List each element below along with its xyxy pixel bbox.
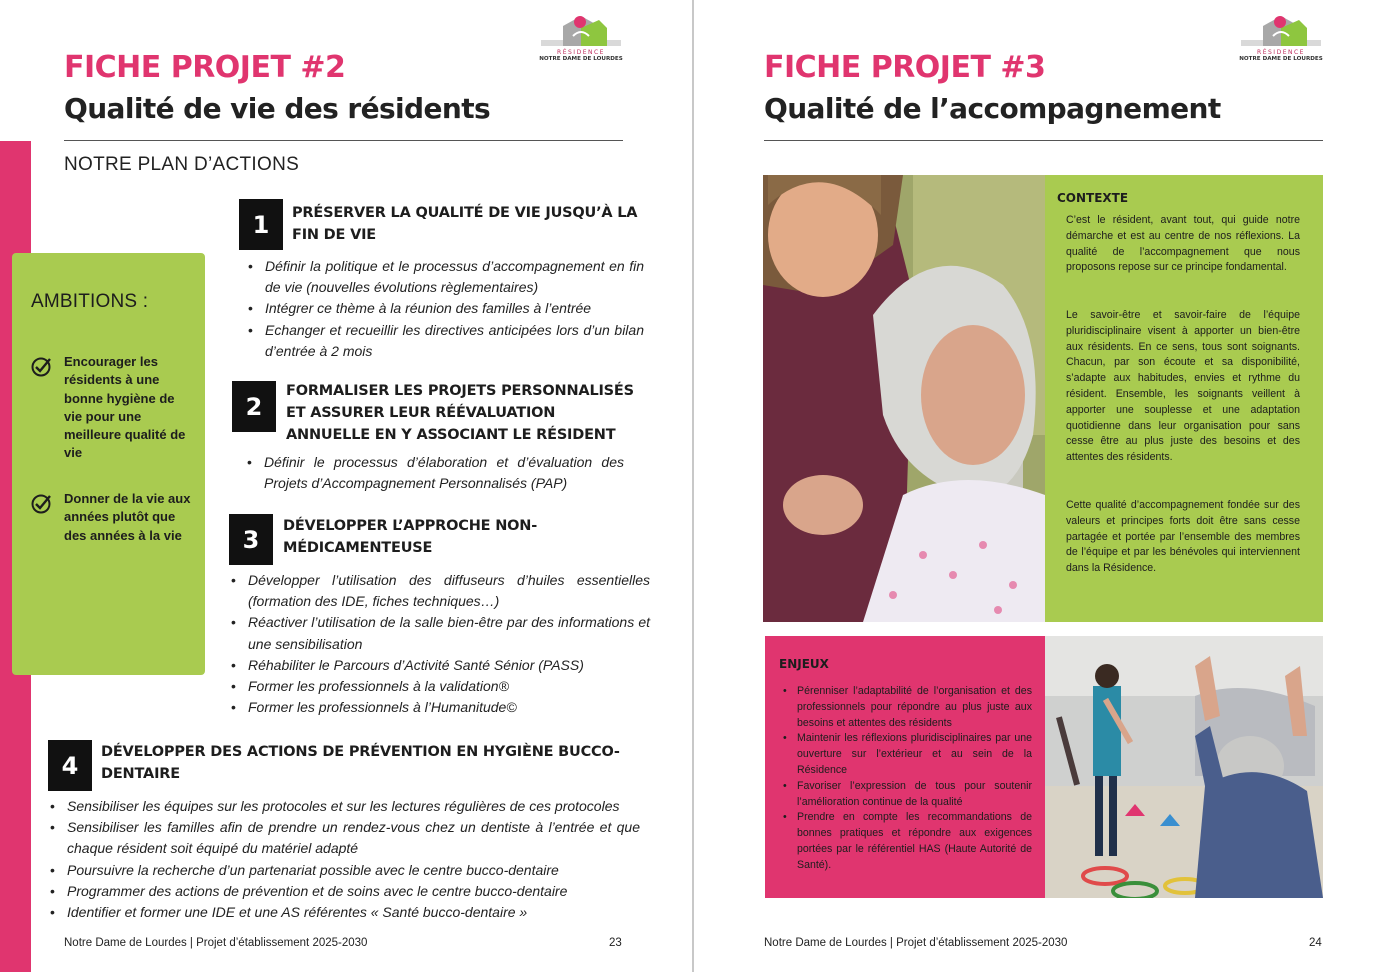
logo-residence-text: RÉSIDENCE xyxy=(557,49,605,56)
enjeux-item: • Maintenir les réflexions pluridisciplinaires par une ouverture sur l’extérieur et au sein de la Résidence xyxy=(779,731,1032,778)
action-number-box: 1 xyxy=(239,199,283,250)
action-bullet: • Poursuivre la recherche d’un partenariat possible avec le centre bucco-dentaire xyxy=(48,860,640,881)
logo-tree-icon xyxy=(1235,14,1327,50)
page-subtitle: Qualité de vie des résidents xyxy=(64,92,491,125)
logo-name-text: NOTRE DAME DE LOURDES xyxy=(539,56,623,62)
enjeux-list xyxy=(779,684,1032,874)
page-subtitle: Qualité de l’accompagnement xyxy=(764,92,1221,125)
enjeux-box xyxy=(765,636,1045,898)
enjeux-item: • Pérenniser l’adaptabilité de l’organisation et des professionnels pour répondre au plus juste aux besoins et attentes des résidents xyxy=(779,684,1032,731)
enjeux-item: • Prendre en compte les recommandations de bonnes pratiques et répondre aux exigences portées par le référentiel HAS (Haute Autorité de Santé). xyxy=(779,810,1032,873)
action-bullet: • Réhabiliter le Parcours d’Activité Santé Sénior (PASS) xyxy=(229,655,650,676)
action-bullet: • Sensibiliser les équipes sur les protocoles et sur les lectures régulières de ces protocoles xyxy=(48,796,640,817)
activity-class-photo xyxy=(1045,636,1323,898)
action-bullet: • Former les professionnels à la validation® xyxy=(229,676,650,697)
enjeux-item: • Favoriser l’expression de tous pour soutenir l’amélioration continue de la qualité xyxy=(779,779,1032,811)
enjeux-title: ENJEUX xyxy=(779,657,829,671)
page-23 xyxy=(0,0,692,972)
caregiver-resident-photo xyxy=(763,175,1045,622)
check-circle-icon xyxy=(30,493,52,515)
action-bullet: • Echanger et recueillir les directives anticipées lors d’un bilan d’entrée à 2 mois xyxy=(246,320,644,362)
action-bullet: • Définir la politique et le processus d’accompagnement en fin de vie (nouvelles évolutions règlementaires) xyxy=(246,256,644,298)
action-number-box: 3 xyxy=(229,514,273,565)
contexte-paragraph: Cette qualité d’accompagnement fondée sur des valeurs et principes forts doit être sans cesse partagée et portée par l’ensemble des membres de l’équipe et par les bénévoles qui interviennent dans la Résidence. xyxy=(1066,499,1300,575)
residence-logo xyxy=(535,14,627,64)
page-number: 24 xyxy=(1309,937,1322,949)
action-bullet: • Sensibiliser les familles afin de prendre un rendez-vous chez un dentiste à l’entrée et que chaque résident soit équipé du matériel adapté xyxy=(48,817,640,859)
fiche-title: FICHE PROJET #2 xyxy=(64,50,346,85)
action-title: DÉVELOPPER DES ACTIONS DE PRÉVENTION EN HYGIÈNE BUCCO-DENTAIRE xyxy=(101,744,620,782)
contexte-title: CONTEXTE xyxy=(1057,191,1129,205)
logo-residence-text: RÉSIDENCE xyxy=(1257,49,1305,56)
action-bullet: • Réactiver l’utilisation de la salle bien-être par des informations et une sensibilisation xyxy=(229,612,650,654)
ambitions-box xyxy=(12,253,205,675)
action-bullet-list xyxy=(246,256,644,362)
action-bullet: • Programmer des actions de prévention et de soins avec le centre bucco-dentaire xyxy=(48,881,640,902)
page-number: 23 xyxy=(609,937,622,949)
contexte-paragraph: C’est le résident, avant tout, qui guide notre démarche et est au centre de nos réflexions. La qualité de l’accompagnement que nous proposons repose sur ce principe fondamental. xyxy=(1066,214,1300,274)
fiche-title: FICHE PROJET #3 xyxy=(764,50,1046,85)
action-bullet-list xyxy=(48,796,640,923)
action-title: DÉVELOPPER L’APPROCHE NON-MÉDICAMENTEUSE xyxy=(283,518,538,556)
action-number-box: 2 xyxy=(232,381,276,432)
page-footer: Notre Dame de Lourdes | Projet d’établissement 2025-2030 xyxy=(64,937,368,949)
action-bullet: • Intégrer ce thème à la réunion des familles à l’entrée xyxy=(246,298,644,319)
title-divider xyxy=(64,140,623,141)
action-number-box: 4 xyxy=(48,740,92,791)
logo-name-text: NOTRE DAME DE LOURDES xyxy=(1239,56,1323,62)
title-divider xyxy=(764,140,1323,141)
ambitions-title: AMBITIONS : xyxy=(31,291,149,312)
contexte-paragraph: Le savoir-être et savoir-faire de l’équipe pluridisciplinaire visent à apporter un bien-être aux résidents. En ce sens, tous sont soignants. Chacun, par son écoute et sa disponibilité, s’adapte aux habitudes, envies et rythme du résident. Ensemble, les soignants veillent à apporter une souplesse et une adaptation quotidienne dans leur organisation pour sans cesse être au plus juste des besoins et des attentes des résidents. xyxy=(1066,309,1300,464)
check-circle-icon xyxy=(30,356,52,378)
page-24 xyxy=(694,0,1385,972)
action-bullet: • Définir le processus d’élaboration et d’évaluation des Projets d’Accompagnement Personnalisés (PAP) xyxy=(245,452,624,494)
action-title: FORMALISER LES PROJETS PERSONNALISÉS ET ASSURER LEUR RÉÉVALUATION ANNUELLE EN Y ASSOCIANT LE RÉSIDENT xyxy=(286,383,634,443)
action-bullet: • Développer l’utilisation des diffuseurs d’huiles essentielles (formation des IDE, fiches techniques…) xyxy=(229,570,650,612)
ambition-text: Encourager les résidents à une bonne hygiène de vie pour une meilleure qualité de vie xyxy=(64,354,186,461)
action-bullet-list xyxy=(229,570,650,718)
contexte-box xyxy=(1045,175,1323,622)
logo-tree-icon xyxy=(535,14,627,50)
plan-title: NOTRE PLAN D’ACTIONS xyxy=(64,154,300,175)
action-bullet: • Former les professionnels à l’Humanitude© xyxy=(229,697,650,718)
action-bullet: • Identifier et former une IDE et une AS référentes « Santé bucco-dentaire » xyxy=(48,902,640,923)
ambition-text: Donner de la vie aux années plutôt que des années à la vie xyxy=(64,491,191,543)
action-title: PRÉSERVER LA QUALITÉ DE VIE JUSQU’À LA FIN DE VIE xyxy=(292,205,638,243)
residence-logo xyxy=(1235,14,1327,64)
page-footer: Notre Dame de Lourdes | Projet d’établissement 2025-2030 xyxy=(764,937,1068,949)
action-bullet-list xyxy=(245,452,624,494)
